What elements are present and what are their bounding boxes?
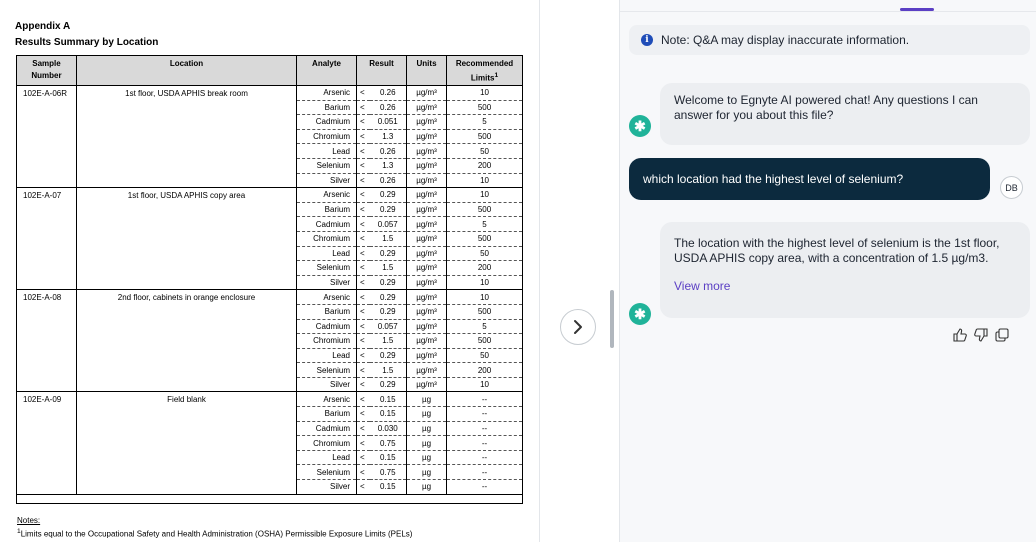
result-cell: 0.15	[370, 392, 407, 407]
qualifier-cell: <	[357, 188, 370, 203]
unit-cell: µg/m³	[407, 115, 447, 130]
result-cell: 0.29	[370, 290, 407, 305]
result-cell: 1.5	[370, 334, 407, 349]
limit-cell: 5	[447, 319, 523, 334]
analyte-cell: Cadmium	[297, 421, 357, 436]
limit-cell: 500	[447, 202, 523, 217]
analyte-cell: Selenium	[297, 261, 357, 276]
unit-cell: µg	[407, 450, 447, 465]
unit-cell: µg/m³	[407, 348, 447, 363]
unit-cell: µg/m³	[407, 158, 447, 173]
location-cell: 1st floor, USDA APHIS break room	[77, 86, 297, 188]
qualifier-cell: <	[357, 290, 370, 305]
analyte-cell: Barium	[297, 304, 357, 319]
qualifier-cell: <	[357, 363, 370, 378]
result-cell: 0.29	[370, 246, 407, 261]
result-cell: 0.75	[370, 465, 407, 480]
active-tab-indicator	[900, 8, 934, 11]
limit-cell: 10	[447, 173, 523, 188]
header-sample: Sample Number	[17, 56, 77, 86]
limit-cell: 500	[447, 334, 523, 349]
notes-body: Limits equal to the Occupational Safety and Health Administration (OSHA) Permissible Exposure Limits (PELs)	[20, 529, 413, 539]
user-initials: DB	[1005, 182, 1018, 193]
welcome-text: Welcome to Egnyte AI powered chat! Any questions I can answer for you about this file?	[674, 93, 978, 122]
result-cell: 1.5	[370, 261, 407, 276]
notes	[17, 515, 412, 540]
qualifier-cell: <	[357, 100, 370, 115]
header-analyte: Analyte	[297, 56, 357, 86]
unit-cell: µg/m³	[407, 100, 447, 115]
limit-cell: 10	[447, 275, 523, 290]
table-row	[17, 290, 523, 305]
unit-cell: µg	[407, 392, 447, 407]
analyte-cell: Cadmium	[297, 115, 357, 130]
header-limits-sup: 1	[494, 72, 499, 79]
limit-cell: 10	[447, 86, 523, 101]
limit-cell: 200	[447, 261, 523, 276]
unit-cell: µg/m³	[407, 173, 447, 188]
analyte-cell: Selenium	[297, 158, 357, 173]
limit-cell: --	[447, 450, 523, 465]
unit-cell: µg/m³	[407, 334, 447, 349]
limit-cell: --	[447, 480, 523, 495]
answer-message	[660, 222, 1030, 318]
analyte-cell: Lead	[297, 450, 357, 465]
qualifier-cell: <	[357, 421, 370, 436]
limit-cell: 10	[447, 377, 523, 392]
qualifier-cell: <	[357, 304, 370, 319]
analyte-cell: Barium	[297, 407, 357, 422]
top-divider	[620, 11, 1036, 12]
location-cell: 2nd floor, cabinets in orange enclosure	[77, 290, 297, 392]
result-cell: 0.15	[370, 450, 407, 465]
unit-cell: µg/m³	[407, 231, 447, 246]
qualifier-cell: <	[357, 115, 370, 130]
appendix-title: Appendix A	[15, 21, 71, 32]
qualifier-cell: <	[357, 158, 370, 173]
analyte-cell: Barium	[297, 202, 357, 217]
results-table	[16, 55, 523, 504]
unit-cell: µg/m³	[407, 290, 447, 305]
unit-cell: µg/m³	[407, 261, 447, 276]
table-header-row	[17, 56, 523, 86]
result-cell: 0.15	[370, 407, 407, 422]
analyte-cell: Cadmium	[297, 217, 357, 232]
limit-cell: 5	[447, 217, 523, 232]
qualifier-cell: <	[357, 334, 370, 349]
sample-number-cell: 102E-A-07	[17, 188, 77, 290]
sample-number-cell: 102E-A-06R	[17, 86, 77, 188]
limit-cell: 50	[447, 144, 523, 159]
unit-cell: µg/m³	[407, 188, 447, 203]
result-cell: 0.29	[370, 377, 407, 392]
result-cell: 0.29	[370, 275, 407, 290]
result-cell: 1.5	[370, 231, 407, 246]
notes-text	[17, 526, 412, 540]
qualifier-cell: <	[357, 450, 370, 465]
unit-cell: µg	[407, 436, 447, 451]
qualifier-cell: <	[357, 129, 370, 144]
header-result: Result	[357, 56, 407, 86]
limit-cell: 200	[447, 363, 523, 378]
unit-cell: µg/m³	[407, 202, 447, 217]
analyte-cell: Arsenic	[297, 392, 357, 407]
result-cell: 0.057	[370, 217, 407, 232]
view-more-link[interactable]: View more	[674, 279, 731, 293]
feedback-actions	[953, 328, 1009, 342]
appendix-subtitle: Results Summary by Location	[15, 37, 159, 48]
unit-cell: µg	[407, 465, 447, 480]
result-cell: 1.3	[370, 158, 407, 173]
analyte-cell: Arsenic	[297, 86, 357, 101]
answer-text: The location with the highest level of selenium is the 1st floor, USDA APHIS copy area, with a concentration of 1.5 µg/m3.	[674, 236, 1000, 265]
analyte-cell: Silver	[297, 377, 357, 392]
table-body	[17, 86, 523, 504]
sample-number-cell: 102E-A-08	[17, 290, 77, 392]
analyte-cell: Cadmium	[297, 319, 357, 334]
welcome-message	[660, 83, 1030, 145]
notes-label: Notes:	[17, 516, 41, 525]
result-cell: 0.057	[370, 319, 407, 334]
header-location: Location	[77, 56, 297, 86]
qualifier-cell: <	[357, 407, 370, 422]
limit-cell: 50	[447, 348, 523, 363]
unit-cell: µg	[407, 421, 447, 436]
limit-cell: 10	[447, 290, 523, 305]
unit-cell: µg/m³	[407, 217, 447, 232]
copy-icon[interactable]	[995, 328, 1009, 342]
chevron-right-icon	[571, 319, 585, 335]
analyte-cell: Lead	[297, 348, 357, 363]
analyte-cell: Silver	[297, 173, 357, 188]
user-message	[629, 158, 990, 200]
limit-cell: --	[447, 436, 523, 451]
result-cell: 0.030	[370, 421, 407, 436]
result-cell: 0.29	[370, 304, 407, 319]
header-limits	[447, 56, 523, 86]
analyte-cell: Arsenic	[297, 188, 357, 203]
egnyte-ai-icon: ✱	[629, 115, 651, 137]
qualifier-cell: <	[357, 173, 370, 188]
table-footer-cell	[17, 494, 523, 503]
limit-cell: --	[447, 465, 523, 480]
limit-cell: 200	[447, 158, 523, 173]
analyte-cell: Arsenic	[297, 290, 357, 305]
qualifier-cell: <	[357, 377, 370, 392]
result-cell: 0.29	[370, 202, 407, 217]
header-limits-text: Recommended Limits	[455, 59, 514, 83]
result-cell: 1.3	[370, 129, 407, 144]
analyte-cell: Barium	[297, 100, 357, 115]
table-footer-row	[17, 494, 523, 503]
qualifier-cell: <	[357, 465, 370, 480]
limit-cell: 50	[447, 246, 523, 261]
thumbs-down-icon[interactable]	[974, 328, 988, 342]
unit-cell: µg	[407, 407, 447, 422]
result-cell: 0.26	[370, 144, 407, 159]
sample-number-cell: 102E-A-09	[17, 392, 77, 494]
unit-cell: µg/m³	[407, 86, 447, 101]
user-question-text: which location had the highest level of selenium?	[643, 171, 904, 186]
analyte-cell: Chromium	[297, 334, 357, 349]
limit-cell: --	[447, 421, 523, 436]
analyte-cell: Chromium	[297, 436, 357, 451]
result-cell: 0.75	[370, 436, 407, 451]
unit-cell: µg/m³	[407, 377, 447, 392]
limit-cell: --	[447, 392, 523, 407]
limit-cell: 500	[447, 100, 523, 115]
result-cell: 0.29	[370, 348, 407, 363]
analyte-cell: Silver	[297, 275, 357, 290]
egnyte-ai-icon: ✱	[629, 303, 651, 325]
qualifier-cell: <	[357, 217, 370, 232]
analyte-cell: Lead	[297, 144, 357, 159]
analyte-cell: Selenium	[297, 465, 357, 480]
qualifier-cell: <	[357, 202, 370, 217]
analyte-cell: Chromium	[297, 129, 357, 144]
analyte-cell: Silver	[297, 480, 357, 495]
limit-cell: 10	[447, 188, 523, 203]
result-cell: 0.051	[370, 115, 407, 130]
unit-cell: µg/m³	[407, 304, 447, 319]
disclaimer-text: Note: Q&A may display inaccurate information.	[661, 33, 910, 47]
expand-panel-button[interactable]	[560, 309, 596, 345]
limit-cell: 500	[447, 304, 523, 319]
result-cell: 0.29	[370, 188, 407, 203]
ai-chat-panel	[619, 0, 1036, 542]
unit-cell: µg/m³	[407, 363, 447, 378]
limit-cell: 5	[447, 115, 523, 130]
disclaimer-bar	[629, 25, 1030, 55]
qualifier-cell: <	[357, 275, 370, 290]
panel-resize-handle[interactable]	[610, 290, 614, 348]
qualifier-cell: <	[357, 261, 370, 276]
qualifier-cell: <	[357, 86, 370, 101]
location-cell: Field blank	[77, 392, 297, 494]
thumbs-up-icon[interactable]	[953, 328, 967, 342]
qualifier-cell: <	[357, 319, 370, 334]
result-cell: 1.5	[370, 363, 407, 378]
table-row	[17, 86, 523, 101]
table-row	[17, 392, 523, 407]
result-cell: 0.26	[370, 86, 407, 101]
info-icon: i	[641, 34, 653, 46]
location-cell: 1st floor, USDA APHIS copy area	[77, 188, 297, 290]
qualifier-cell: <	[357, 144, 370, 159]
user-avatar	[1000, 176, 1023, 199]
notes-sup: 1	[17, 528, 21, 535]
result-cell: 0.15	[370, 480, 407, 495]
analyte-cell: Chromium	[297, 231, 357, 246]
qualifier-cell: <	[357, 480, 370, 495]
limit-cell: 500	[447, 231, 523, 246]
unit-cell: µg/m³	[407, 129, 447, 144]
limit-cell: 500	[447, 129, 523, 144]
qualifier-cell: <	[357, 348, 370, 363]
qualifier-cell: <	[357, 392, 370, 407]
qualifier-cell: <	[357, 246, 370, 261]
analyte-cell: Lead	[297, 246, 357, 261]
unit-cell: µg/m³	[407, 144, 447, 159]
result-cell: 0.26	[370, 100, 407, 115]
result-cell: 0.26	[370, 173, 407, 188]
doc-heading	[15, 19, 158, 51]
unit-cell: µg/m³	[407, 246, 447, 261]
table-row	[17, 188, 523, 203]
header-units: Units	[407, 56, 447, 86]
qualifier-cell: <	[357, 436, 370, 451]
unit-cell: µg/m³	[407, 319, 447, 334]
unit-cell: µg/m³	[407, 275, 447, 290]
limit-cell: --	[447, 407, 523, 422]
unit-cell: µg	[407, 480, 447, 495]
qualifier-cell: <	[357, 231, 370, 246]
analyte-cell: Selenium	[297, 363, 357, 378]
